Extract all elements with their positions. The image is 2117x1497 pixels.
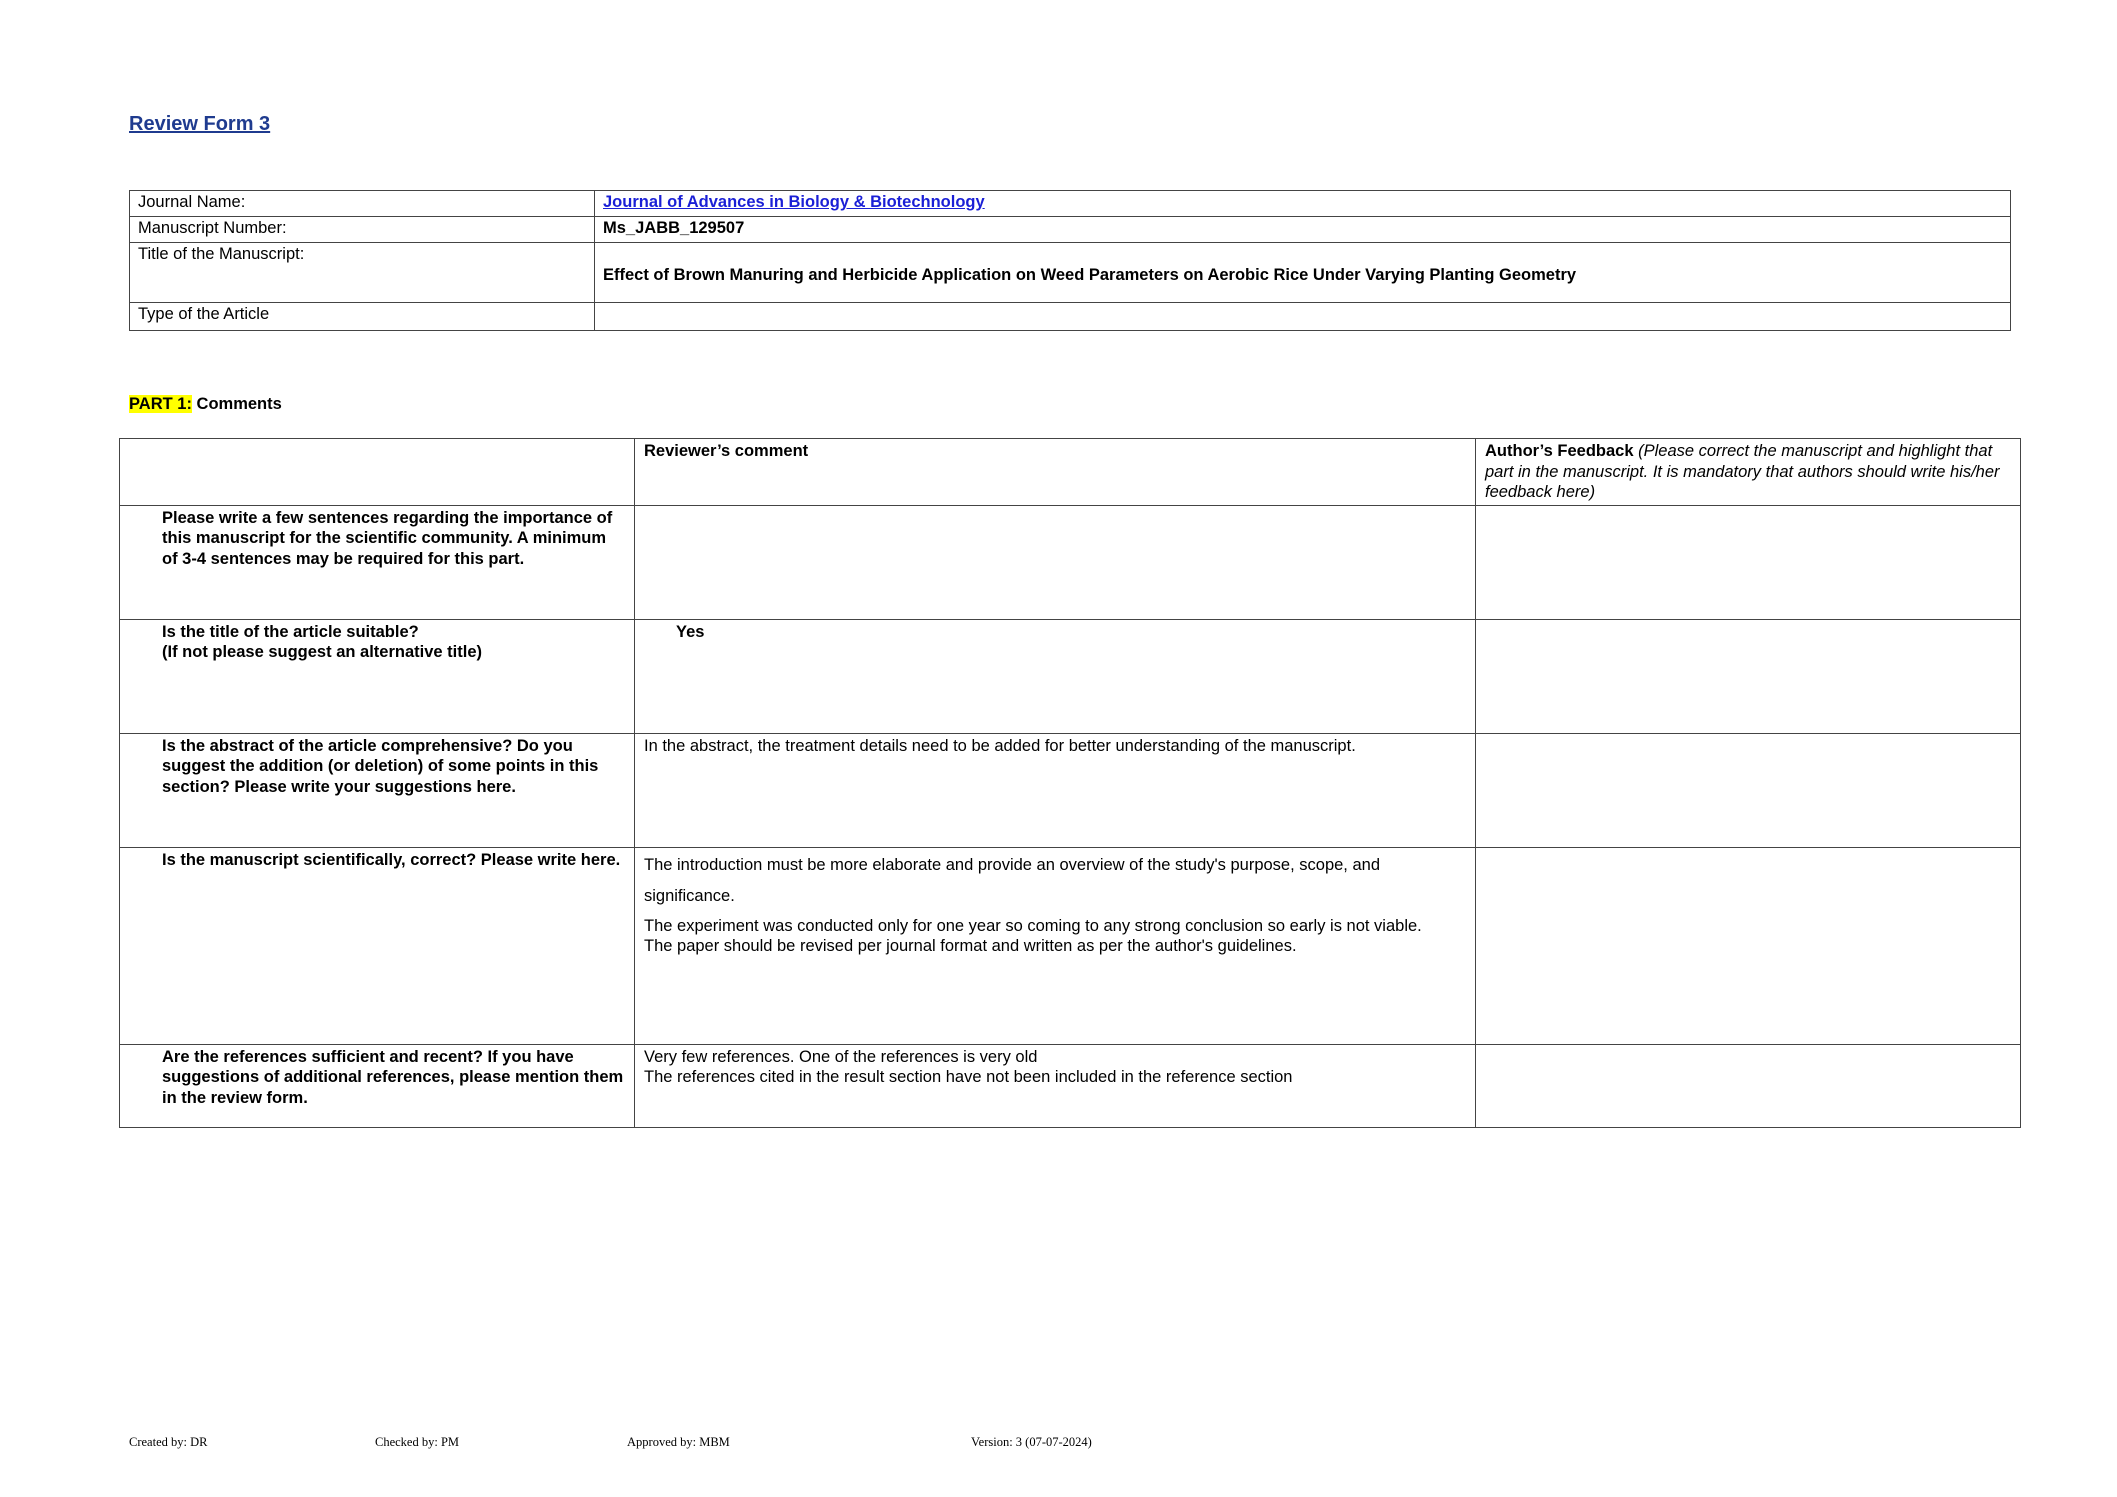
manuscript-number-value: Ms_JABB_129507 xyxy=(595,217,2011,243)
author-feedback-header-note: (Please correct the manuscript and highlight that part in the manuscript. It is mandatory that authors should write his/her feedback here) xyxy=(1485,442,2000,501)
question-scientific: Is the manuscript scientifically, correct? Please write here. xyxy=(120,847,635,1044)
manuscript-title-label: Title of the Manuscript: xyxy=(130,243,595,303)
reviewer-comment-header: Reviewer’s comment xyxy=(635,439,1476,506)
manuscript-title-row xyxy=(130,243,2011,303)
part1-heading xyxy=(129,395,282,414)
author-feedback-abstract[interactable] xyxy=(1476,733,2021,847)
footer-checked: Checked by: PM xyxy=(375,1435,460,1449)
author-feedback-importance[interactable] xyxy=(1476,505,2021,619)
question-title-line2: (If not please suggest an alternative title) xyxy=(162,643,482,661)
reviewer-comment-references[interactable] xyxy=(635,1044,1476,1127)
reviewer-comment-references-p1: Very few references. One of the references is very old xyxy=(644,1047,1038,1066)
author-feedback-title[interactable] xyxy=(1476,619,2021,733)
manuscript-number-label: Manuscript Number: xyxy=(130,217,595,243)
form-title: Review Form 3 xyxy=(129,113,271,135)
author-feedback-header-bold: Author’s Feedback xyxy=(1485,442,1634,460)
author-feedback-header xyxy=(1476,439,2021,506)
reviewer-comment-references-p2: The references cited in the result section have not been included in the reference section xyxy=(644,1068,1293,1086)
reviewer-comment-title[interactable] xyxy=(635,619,1476,733)
journal-name-link[interactable]: Journal of Advances in Biology & Biotechnology xyxy=(603,193,985,211)
reviewer-comment-abstract[interactable]: In the abstract, the treatment details need to be added for better understanding of the manuscript. xyxy=(635,733,1476,847)
question-abstract: Is the abstract of the article comprehensive? Do you suggest the addition (or deletion) of some points in this section? Please write your suggestions here. xyxy=(120,733,635,847)
manuscript-number-row xyxy=(130,217,2011,243)
comment-row-importance xyxy=(120,505,2021,619)
author-feedback-references[interactable] xyxy=(1476,1044,2021,1127)
reviewer-comment-title-text: Yes xyxy=(676,622,705,641)
header-empty-cell xyxy=(120,439,635,506)
question-title-line1: Is the title of the article suitable? xyxy=(162,622,419,641)
author-feedback-scientific[interactable] xyxy=(1476,847,2021,1044)
reviewer-comment-scientific-p3: The paper should be revised per journal format and written as per the author's guidelines. xyxy=(644,937,1297,955)
manuscript-title-value: Effect of Brown Manuring and Herbicide Application on Weed Parameters on Aerobic Rice Under Varying Planting Geometry xyxy=(595,243,2011,303)
footer-version: Version: 3 (07-07-2024) xyxy=(971,1435,1092,1449)
comment-row-scientific xyxy=(120,847,2021,1044)
comment-row-abstract xyxy=(120,733,2021,847)
reviewer-comment-scientific[interactable] xyxy=(635,847,1476,1044)
article-type-label: Type of the Article xyxy=(130,303,595,331)
comments-header-row xyxy=(120,439,2021,506)
comment-row-references xyxy=(120,1044,2021,1127)
manuscript-info-table xyxy=(129,190,2011,331)
article-type-row xyxy=(130,303,2011,331)
footer-created: Created by: DR xyxy=(129,1435,208,1449)
article-type-value xyxy=(595,303,2011,331)
comments-table xyxy=(119,438,2021,1128)
question-importance: Please write a few sentences regarding the importance of this manuscript for the scientific community. A minimum of 3-4 sentences may be required for this part. xyxy=(120,505,635,619)
reviewer-comment-scientific-p1: The introduction must be more elaborate and provide an overview of the study's purpose, scope, and significance. xyxy=(644,855,1380,905)
reviewer-comment-scientific-p2: The experiment was conducted only for one year so coming to any strong conclusion so early is not viable. xyxy=(644,916,1422,935)
journal-name-row xyxy=(130,191,2011,217)
journal-name-label: Journal Name: xyxy=(130,191,595,217)
journal-name-value xyxy=(595,191,2011,217)
question-references: Are the references sufficient and recent? If you have suggestions of additional references, please mention them in the review form. xyxy=(120,1044,635,1127)
reviewer-comment-importance[interactable] xyxy=(635,505,1476,619)
part1-label: PART 1: xyxy=(129,395,192,413)
part1-title: Comments xyxy=(196,395,282,413)
question-title xyxy=(120,619,635,733)
footer-approved: Approved by: MBM xyxy=(627,1435,730,1449)
comment-row-title xyxy=(120,619,2021,733)
